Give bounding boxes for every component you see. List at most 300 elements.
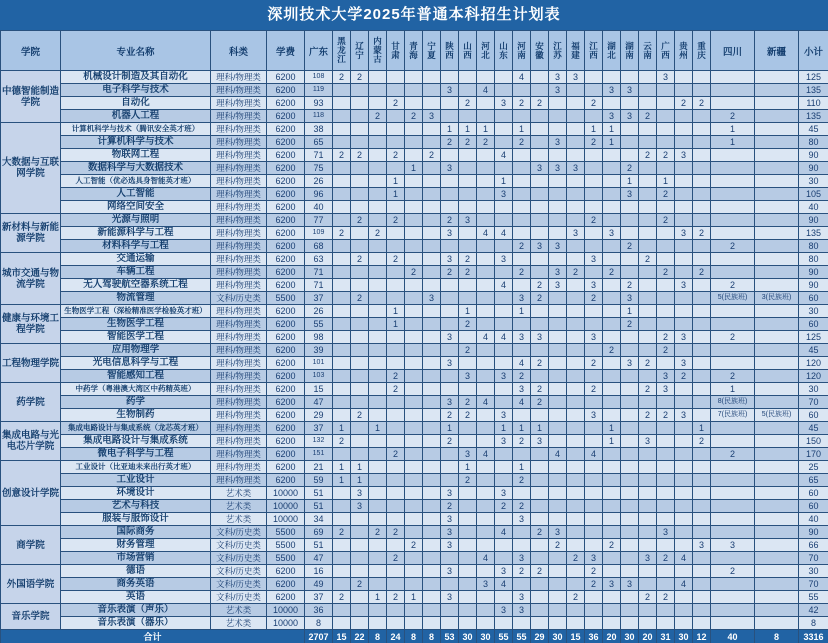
plan-count-cell [369, 318, 387, 331]
plan-count-cell [441, 305, 459, 318]
plan-count-cell [477, 370, 495, 383]
plan-count-cell [657, 227, 675, 240]
plan-count-cell [477, 175, 495, 188]
plan-count-cell [333, 97, 351, 110]
plan-count-cell [549, 370, 567, 383]
subtotal-cell: 135 [799, 227, 828, 240]
plan-count-cell: 1 [513, 305, 531, 318]
plan-count-cell [549, 474, 567, 487]
plan-count-cell [549, 331, 567, 344]
plan-count-cell [567, 240, 585, 253]
tuition-cell: 6200 [267, 227, 305, 240]
plan-count-cell [755, 344, 799, 357]
plan-count-cell [585, 266, 603, 279]
category-cell: 理科/物理类 [211, 71, 267, 84]
plan-count-cell [423, 188, 441, 201]
column-header-major: 专业名称 [61, 31, 211, 71]
plan-count-cell: 3 [549, 71, 567, 84]
plan-count-cell [351, 383, 369, 396]
plan-count-cell: 2 [333, 149, 351, 162]
plan-count-cell: 2 [459, 318, 477, 331]
plan-count-cell [675, 84, 693, 97]
plan-count-cell [333, 110, 351, 123]
major-cell: 机器人工程 [61, 110, 211, 123]
plan-count-cell [603, 500, 621, 513]
plan-count-cell [693, 110, 711, 123]
plan-count-cell: 3 [675, 357, 693, 370]
plan-count-cell [755, 318, 799, 331]
plan-count-cell [405, 396, 423, 409]
plan-count-cell: 132 [305, 435, 333, 448]
plan-count-cell: 2 [621, 318, 639, 331]
plan-count-cell [693, 604, 711, 617]
tuition-cell: 10000 [267, 487, 305, 500]
plan-count-cell: 2 [441, 136, 459, 149]
plan-count-cell: 29 [305, 409, 333, 422]
plan-count-cell [459, 162, 477, 175]
plan-count-cell [387, 539, 405, 552]
major-cell: 车辆工程 [61, 266, 211, 279]
plan-count-cell [387, 123, 405, 136]
plan-count-cell [675, 448, 693, 461]
subtotal-cell: 45 [799, 123, 828, 136]
category-cell: 理科/物理类 [211, 253, 267, 266]
plan-count-cell [549, 344, 567, 357]
plan-count-cell [657, 84, 675, 97]
plan-count-cell: 3 [495, 487, 513, 500]
plan-count-cell [603, 526, 621, 539]
tuition-cell: 6200 [267, 578, 305, 591]
plan-count-cell [621, 617, 639, 630]
plan-count-cell [755, 279, 799, 292]
plan-count-cell: 98 [305, 331, 333, 344]
plan-count-cell: 3 [621, 578, 639, 591]
plan-count-cell [495, 123, 513, 136]
column-header-province: 广 西 [657, 31, 675, 71]
major-cell: 中药学（粤港澳大湾区中药精英班） [61, 383, 211, 396]
plan-count-cell: 77 [305, 214, 333, 227]
plan-count-cell [549, 487, 567, 500]
plan-count-cell [405, 357, 423, 370]
plan-count-cell [495, 266, 513, 279]
plan-count-cell [459, 71, 477, 84]
subtotal-cell: 30 [799, 383, 828, 396]
plan-count-cell [531, 552, 549, 565]
plan-count-cell: 2 [693, 435, 711, 448]
grand-total-cell: 20 [603, 630, 621, 643]
plan-count-cell [423, 71, 441, 84]
plan-count-cell [387, 227, 405, 240]
plan-count-cell: 2 [657, 266, 675, 279]
plan-count-cell [369, 84, 387, 97]
major-cell: 新能源科学与工程 [61, 227, 211, 240]
subtotal-cell: 170 [799, 448, 828, 461]
column-header-province: 湖 北 [603, 31, 621, 71]
plan-count-cell [459, 227, 477, 240]
plan-count-cell [675, 188, 693, 201]
plan-count-cell: 2 [405, 110, 423, 123]
plan-count-cell: 1 [387, 305, 405, 318]
plan-count-cell [387, 604, 405, 617]
table-row [1, 71, 828, 84]
plan-count-cell [405, 84, 423, 97]
plan-count-cell [423, 487, 441, 500]
table-row [1, 136, 828, 149]
plan-count-cell [657, 253, 675, 266]
plan-count-cell [755, 487, 799, 500]
table-row [1, 149, 828, 162]
grand-total-row [1, 630, 828, 643]
plan-count-cell: 37 [305, 292, 333, 305]
column-header-province: 重 庆 [693, 31, 711, 71]
plan-count-cell [567, 357, 585, 370]
tuition-cell: 6200 [267, 474, 305, 487]
plan-count-cell [711, 526, 755, 539]
plan-count-cell: 3 [549, 526, 567, 539]
major-cell: 数据科学与大数据技术 [61, 162, 211, 175]
plan-count-cell [351, 188, 369, 201]
plan-count-cell [693, 305, 711, 318]
plan-count-cell: 63 [305, 253, 333, 266]
major-cell: 物联网工程 [61, 149, 211, 162]
plan-count-cell [351, 344, 369, 357]
plan-count-cell [621, 383, 639, 396]
plan-count-cell [675, 292, 693, 305]
plan-count-cell [675, 110, 693, 123]
plan-count-cell [531, 253, 549, 266]
plan-count-cell [567, 318, 585, 331]
plan-count-cell [639, 500, 657, 513]
tuition-cell: 6200 [267, 162, 305, 175]
plan-count-cell [531, 305, 549, 318]
plan-count-cell: 93 [305, 97, 333, 110]
plan-count-cell [369, 370, 387, 383]
plan-count-cell [693, 71, 711, 84]
plan-count-cell: 4 [477, 448, 495, 461]
plan-count-cell [675, 513, 693, 526]
plan-count-cell: 16 [305, 565, 333, 578]
category-cell: 文科/历史类 [211, 526, 267, 539]
plan-count-cell: 2 [531, 396, 549, 409]
column-header-province: 四川 [711, 31, 755, 71]
plan-count-cell [351, 123, 369, 136]
plan-count-cell: 1 [711, 136, 755, 149]
major-cell: 物流管理 [61, 292, 211, 305]
plan-count-cell: 4 [675, 578, 693, 591]
plan-count-cell [477, 591, 495, 604]
plan-count-cell [639, 487, 657, 500]
plan-count-cell: 5(民族班) [711, 292, 755, 305]
major-cell: 财务管理 [61, 539, 211, 552]
plan-count-cell: 3 [657, 71, 675, 84]
plan-count-cell [441, 240, 459, 253]
plan-count-cell: 1 [333, 474, 351, 487]
plan-count-cell [755, 617, 799, 630]
plan-count-cell [531, 513, 549, 526]
plan-count-cell [603, 240, 621, 253]
major-cell: 集成电路设计与集成系统（龙芯英才班） [61, 422, 211, 435]
tuition-cell: 5500 [267, 552, 305, 565]
plan-count-cell [423, 279, 441, 292]
plan-count-cell [675, 487, 693, 500]
plan-count-cell: 2 [387, 214, 405, 227]
plan-count-cell [333, 357, 351, 370]
subtotal-cell: 150 [799, 435, 828, 448]
grand-total-cell: 30 [477, 630, 495, 643]
plan-count-cell [423, 214, 441, 227]
plan-count-cell [639, 71, 657, 84]
plan-count-cell: 1 [459, 305, 477, 318]
college-cell: 商学院 [1, 526, 61, 565]
plan-count-cell [423, 422, 441, 435]
plan-count-cell [531, 149, 549, 162]
college-cell: 城市交通与物流学院 [1, 253, 61, 305]
plan-count-cell: 2 [585, 214, 603, 227]
plan-count-cell: 2 [657, 188, 675, 201]
plan-count-cell [405, 214, 423, 227]
column-header-province: 江 苏 [549, 31, 567, 71]
plan-count-cell [711, 266, 755, 279]
plan-count-cell [693, 487, 711, 500]
plan-count-cell: 3 [621, 84, 639, 97]
plan-count-cell: 1 [711, 383, 755, 396]
plan-count-cell [369, 136, 387, 149]
table-row [1, 266, 828, 279]
plan-count-cell: 1 [333, 461, 351, 474]
plan-count-cell: 1 [459, 123, 477, 136]
plan-count-cell: 3 [441, 539, 459, 552]
plan-count-cell [567, 474, 585, 487]
plan-count-cell [441, 383, 459, 396]
plan-count-cell [351, 396, 369, 409]
plan-count-cell: 3 [531, 162, 549, 175]
plan-count-cell [423, 617, 441, 630]
college-cell: 新材料与新能源学院 [1, 214, 61, 253]
plan-count-cell [351, 318, 369, 331]
plan-count-cell: 2 [333, 591, 351, 604]
plan-count-cell [585, 110, 603, 123]
plan-count-cell: 3 [567, 71, 585, 84]
plan-count-cell [351, 435, 369, 448]
plan-count-cell [621, 487, 639, 500]
plan-count-cell [621, 526, 639, 539]
plan-count-cell [405, 513, 423, 526]
plan-count-cell [369, 513, 387, 526]
plan-count-cell: 2 [441, 435, 459, 448]
plan-count-cell [387, 422, 405, 435]
plan-count-cell [567, 396, 585, 409]
plan-count-cell: 2 [459, 396, 477, 409]
grand-total-cell: 30 [549, 630, 567, 643]
plan-count-cell [585, 604, 603, 617]
plan-count-cell: 2 [423, 149, 441, 162]
plan-count-cell [755, 253, 799, 266]
plan-count-cell: 2 [567, 266, 585, 279]
plan-count-cell [585, 344, 603, 357]
plan-count-cell [693, 279, 711, 292]
plan-count-cell [675, 617, 693, 630]
plan-count-cell: 3(民族班) [755, 292, 799, 305]
plan-count-cell: 2 [657, 409, 675, 422]
plan-count-cell: 47 [305, 552, 333, 565]
plan-count-cell [549, 110, 567, 123]
plan-count-cell [333, 279, 351, 292]
plan-count-cell [459, 526, 477, 539]
plan-count-cell [477, 604, 495, 617]
plan-count-cell [567, 149, 585, 162]
table-row [1, 279, 828, 292]
plan-count-cell: 2 [531, 383, 549, 396]
tuition-cell: 10000 [267, 513, 305, 526]
plan-count-cell [711, 487, 755, 500]
plan-count-cell: 1 [351, 474, 369, 487]
plan-count-cell: 26 [305, 175, 333, 188]
plan-count-cell [657, 305, 675, 318]
plan-count-cell [693, 331, 711, 344]
plan-count-cell [387, 279, 405, 292]
category-cell: 理科/物理类 [211, 448, 267, 461]
plan-count-cell [333, 383, 351, 396]
plan-count-cell [405, 292, 423, 305]
plan-count-cell [693, 253, 711, 266]
plan-count-cell: 4 [495, 279, 513, 292]
plan-count-cell [477, 162, 495, 175]
plan-count-cell: 3 [459, 214, 477, 227]
plan-count-cell [513, 344, 531, 357]
plan-count-cell [459, 188, 477, 201]
plan-count-cell [711, 175, 755, 188]
plan-count-cell: 4 [495, 526, 513, 539]
column-header-province: 甘 肃 [387, 31, 405, 71]
table-row [1, 487, 828, 500]
plan-count-cell [711, 578, 755, 591]
plan-count-cell: 2 [369, 526, 387, 539]
plan-count-cell [603, 396, 621, 409]
plan-count-cell [693, 526, 711, 539]
plan-count-cell [567, 565, 585, 578]
plan-count-cell [495, 591, 513, 604]
plan-count-cell [531, 591, 549, 604]
subtotal-cell: 30 [799, 305, 828, 318]
plan-count-cell: 3 [495, 435, 513, 448]
plan-count-cell [387, 292, 405, 305]
plan-count-cell: 26 [305, 305, 333, 318]
plan-count-cell: 75 [305, 162, 333, 175]
plan-count-cell [369, 188, 387, 201]
plan-count-cell [639, 123, 657, 136]
column-header-province: 新疆 [755, 31, 799, 71]
plan-count-cell: 2 [351, 71, 369, 84]
plan-count-cell [675, 266, 693, 279]
plan-count-cell: 3 [603, 84, 621, 97]
plan-count-cell [711, 604, 755, 617]
plan-count-cell [567, 409, 585, 422]
plan-count-cell [603, 487, 621, 500]
table-row [1, 448, 828, 461]
plan-count-cell [405, 344, 423, 357]
plan-count-cell [405, 136, 423, 149]
subtotal-cell: 90 [799, 279, 828, 292]
plan-count-cell [459, 292, 477, 305]
plan-count-cell [369, 162, 387, 175]
plan-count-cell [603, 188, 621, 201]
plan-count-cell [585, 162, 603, 175]
plan-count-cell [693, 123, 711, 136]
plan-count-cell [567, 604, 585, 617]
plan-count-cell [711, 422, 755, 435]
category-cell: 艺术类 [211, 513, 267, 526]
plan-count-cell: 3 [513, 591, 531, 604]
plan-count-cell [567, 513, 585, 526]
plan-count-cell [693, 318, 711, 331]
plan-count-cell [531, 604, 549, 617]
plan-count-cell: 51 [305, 539, 333, 552]
plan-count-cell: 3 [549, 266, 567, 279]
plan-count-cell [495, 344, 513, 357]
subtotal-cell: 65 [799, 474, 828, 487]
plan-count-cell [693, 214, 711, 227]
major-cell: 生物医学工程（深检精准医学检验英才班） [61, 305, 211, 318]
plan-count-cell [657, 318, 675, 331]
tuition-cell: 6200 [267, 305, 305, 318]
plan-count-cell: 2 [351, 149, 369, 162]
subtotal-cell: 45 [799, 344, 828, 357]
plan-count-cell: 2 [477, 136, 495, 149]
plan-count-cell [513, 188, 531, 201]
plan-count-cell [423, 513, 441, 526]
plan-count-cell: 4 [495, 578, 513, 591]
plan-count-cell: 2 [513, 565, 531, 578]
plan-count-cell [549, 188, 567, 201]
subtotal-cell: 40 [799, 513, 828, 526]
subtotal-cell: 8 [799, 617, 828, 630]
plan-count-cell [387, 435, 405, 448]
plan-count-cell: 3 [531, 331, 549, 344]
plan-count-cell [459, 513, 477, 526]
table-row [1, 188, 828, 201]
plan-count-cell: 101 [305, 357, 333, 370]
plan-count-cell [585, 188, 603, 201]
plan-count-cell [603, 71, 621, 84]
plan-count-cell [369, 552, 387, 565]
plan-count-cell: 2 [387, 383, 405, 396]
plan-count-cell [603, 331, 621, 344]
plan-count-cell [549, 318, 567, 331]
plan-count-cell [621, 123, 639, 136]
plan-count-cell [513, 578, 531, 591]
subtotal-cell: 70 [799, 396, 828, 409]
plan-count-cell [477, 565, 495, 578]
plan-count-cell: 2 [585, 565, 603, 578]
plan-count-cell [639, 344, 657, 357]
plan-count-cell [549, 578, 567, 591]
plan-count-cell [621, 513, 639, 526]
plan-count-cell [585, 149, 603, 162]
plan-count-cell [477, 110, 495, 123]
plan-count-cell [675, 591, 693, 604]
plan-count-cell [693, 162, 711, 175]
plan-count-cell [675, 175, 693, 188]
plan-count-cell [495, 136, 513, 149]
college-cell: 音乐学院 [1, 604, 61, 630]
plan-count-cell [459, 578, 477, 591]
plan-count-cell [513, 175, 531, 188]
plan-count-cell: 1 [495, 422, 513, 435]
plan-count-cell [405, 435, 423, 448]
tuition-cell: 6200 [267, 266, 305, 279]
plan-count-cell: 4 [477, 396, 495, 409]
plan-count-cell [333, 240, 351, 253]
